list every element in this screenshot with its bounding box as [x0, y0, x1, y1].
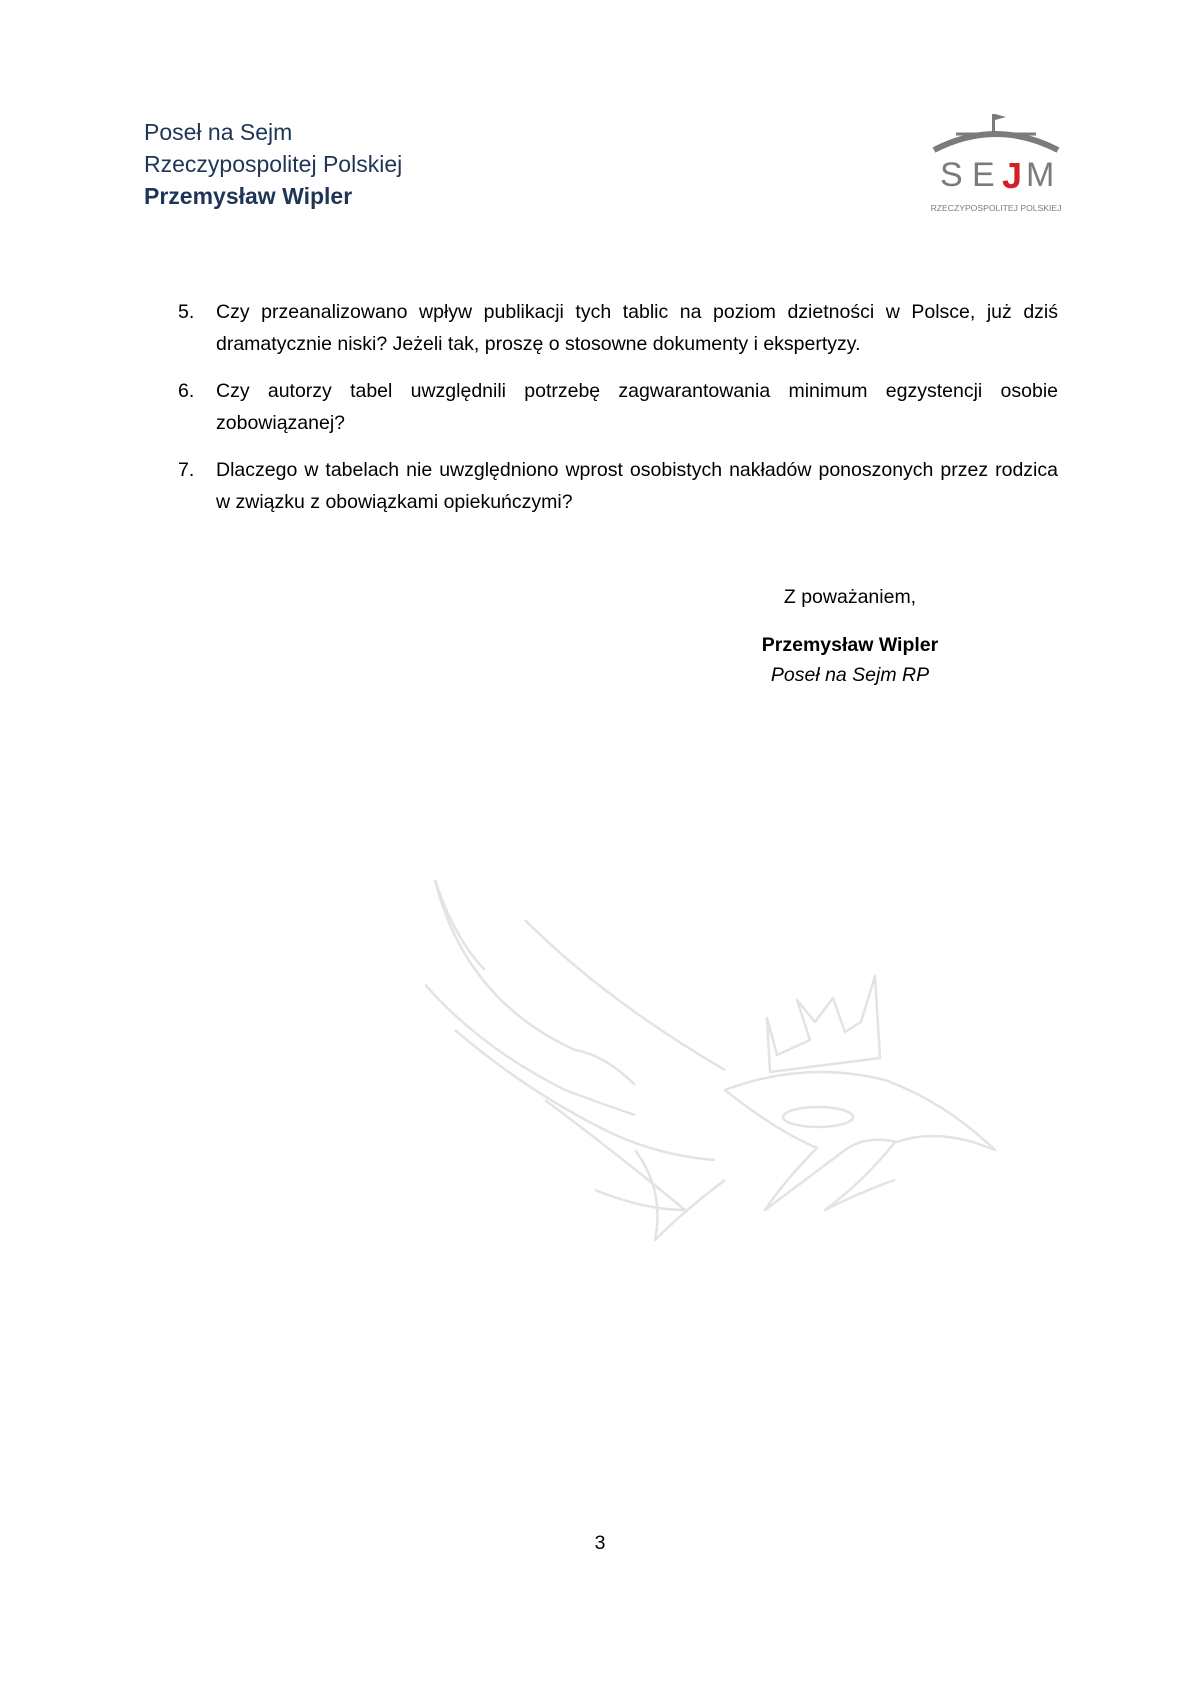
logo-letter-e: E — [972, 156, 995, 194]
letterhead-line1: Poseł na Sejm — [144, 119, 293, 145]
list-item-text: Czy przeanalizowano wpływ publikacji tych tablic na poziom dzietności w Polsce, już dziś dramatycznie niski? Jeżeli tak, proszę o stosowne dokumenty i ekspertyzy. — [216, 301, 1058, 355]
page-number: 3 — [594, 1532, 606, 1554]
logo-subtitle: RZECZYPOSPOLITEJ POLSKIEJ — [930, 203, 1062, 213]
letterhead-name: Przemysław Wipler — [144, 183, 353, 209]
list-item-number: 6. — [178, 380, 195, 402]
letterhead — [144, 116, 402, 212]
signature-name: Przemysław Wipler — [761, 634, 939, 656]
list-item — [178, 375, 1058, 439]
eagle-watermark-icon — [425, 880, 1065, 1280]
list-item — [178, 454, 1058, 518]
closing-greeting: Z poważaniem, — [783, 586, 917, 608]
list-item — [178, 296, 1058, 360]
list-item-text: Czy autorzy tabel uwzględnili potrzebę zagwarantowania minimum egzystencji osobie zobowiązanej? — [216, 380, 1058, 434]
closing-signature — [730, 582, 970, 690]
logo-letter-j: J — [1002, 155, 1023, 196]
list-item-text: Dlaczego w tabelach nie uwzględniono wprost osobistych nakładów ponoszonych przez rodzica w związku z obowiązkami opiekuńczymi? — [216, 459, 1058, 513]
question-list — [178, 296, 1058, 533]
logo-letter-s: S — [940, 156, 963, 194]
logo-letter-m: M — [1026, 156, 1055, 194]
list-item-number: 5. — [178, 301, 195, 323]
sejm-logo — [926, 108, 1066, 218]
list-item-number: 7. — [178, 459, 195, 481]
signature-title: Poseł na Sejm RP — [770, 664, 930, 686]
letterhead-line2: Rzeczypospolitej Polskiej — [144, 151, 403, 177]
